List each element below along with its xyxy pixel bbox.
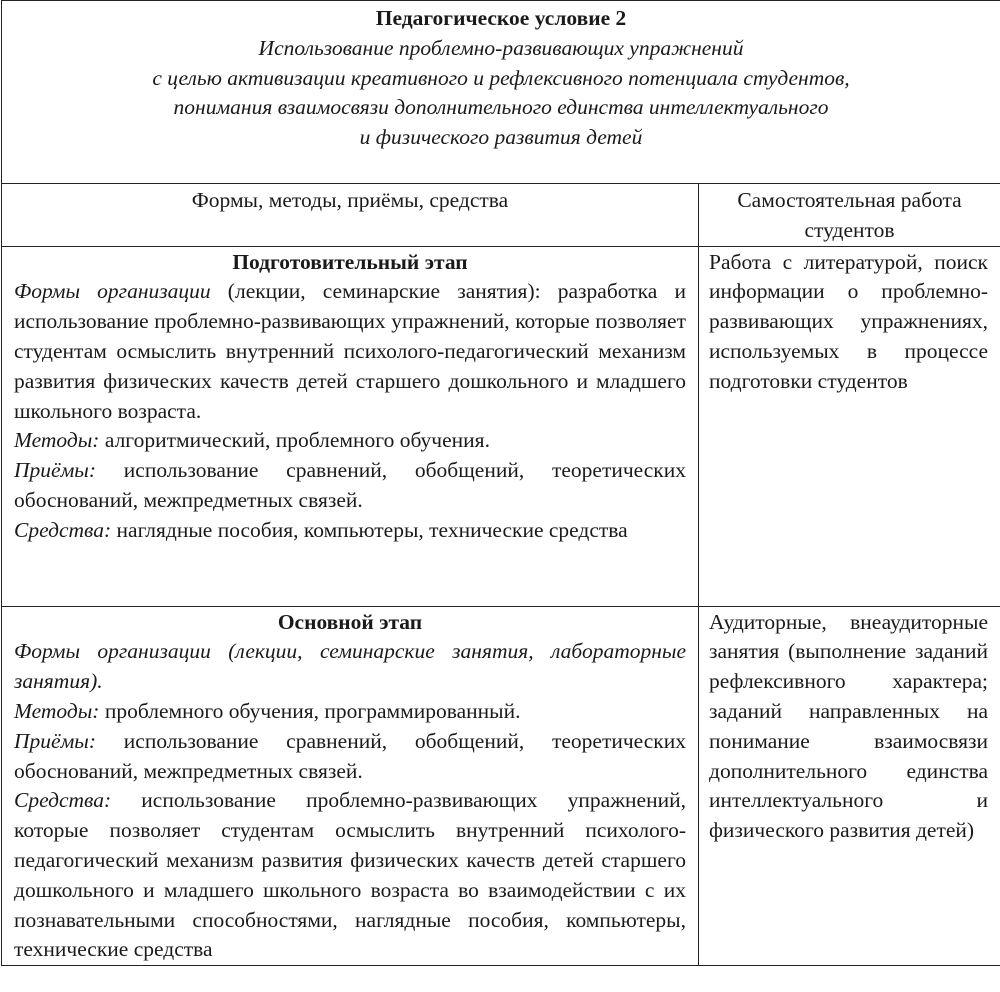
forms-paragraph	[14, 637, 686, 697]
column-header-row	[2, 184, 1000, 247]
methods-text: проблемного обучения, программированный.	[99, 698, 521, 723]
forms-paragraph	[14, 277, 686, 426]
methods-paragraph	[14, 426, 686, 456]
student-work-main	[699, 606, 1000, 966]
student-work-text: Аудиторные, внеаудиторные занятия (выполнение заданий рефлексивного характера; заданий направленных на понимание взаимосвязи дополнительного единства интеллектуального и физического развития детей)	[709, 609, 989, 843]
techniques-paragraph	[14, 727, 686, 787]
forms-text: (лекции, семинарские занятия): разработка и использование проблемно-развивающих упражнений, которые позволяет студентам осмыслить внутренний психолого-педагогический механизм развития физических качеств детей старшего дошкольного и младшего школьного возраста.	[14, 279, 686, 423]
means-paragraph	[14, 516, 686, 546]
conditions-table	[1, 0, 1000, 966]
stage-title: Подготовительный этап	[232, 249, 468, 274]
stage-title: Основной этап	[277, 609, 423, 634]
forms-label: Формы организации	[14, 279, 211, 304]
techniques-paragraph	[14, 456, 686, 516]
methods-label: Методы:	[14, 698, 100, 723]
header-subtitle-line: Использование проблемно-развивающих упражнений	[258, 35, 744, 60]
header-cell	[2, 1, 1000, 184]
student-work-preparatory	[699, 246, 1000, 606]
column-header-left: Формы, методы, приёмы, средства	[2, 184, 699, 247]
header-subtitle-line: и физического развития детей	[359, 125, 643, 150]
techniques-label: Приёмы:	[14, 458, 97, 483]
means-text: наглядные пособия, компьютеры, технические средства	[111, 517, 628, 542]
stage-content-preparatory	[2, 246, 699, 606]
means-text: использование проблемно-развивающих упражнений, которые позволяет студентам осмыслить внутренний психолого-педагогический механизм развития физических качеств детей старшего дошкольного и младшего школьного возраста во взаимодействии с их познавательными способностями, наглядные пособия, компьютеры, технические средства	[14, 788, 686, 962]
header-title: Педагогическое условие 2	[375, 6, 627, 30]
column-header-right: Самостоятельная работа студентов	[699, 184, 1000, 247]
methods-paragraph	[14, 697, 686, 727]
stage-row-main	[2, 606, 1000, 966]
techniques-label: Приёмы:	[14, 728, 97, 753]
header-subtitle-line: с целью активизации креативного и рефлексивного потенциала студентов,	[152, 65, 850, 90]
student-work-text: Работа с литературой, поиск информации о проблемно-развивающих упражнениях, используемых в процессе подготовки студентов	[709, 249, 989, 393]
techniques-text: использование сравнений, обобщений, теоретических обоснований, межпредметных связей.	[14, 458, 686, 512]
means-label: Средства:	[14, 517, 112, 542]
methods-label: Методы:	[14, 428, 100, 453]
stage-row-preparatory	[2, 246, 1000, 606]
stage-content-main	[2, 606, 699, 966]
means-label: Средства:	[14, 788, 112, 813]
means-paragraph	[14, 786, 686, 965]
header-subtitle-line: понимания взаимосвязи дополнительного единства интеллектуального	[173, 95, 829, 120]
methods-text: алгоритмический, проблемного обучения.	[99, 428, 490, 453]
techniques-text: использование сравнений, обобщений, теоретических обоснований, межпредметных связей.	[14, 728, 686, 783]
forms-label: Формы организации (лекции, семинарские занятия, лабораторные занятия).	[14, 639, 686, 694]
header-row	[2, 1, 1000, 184]
